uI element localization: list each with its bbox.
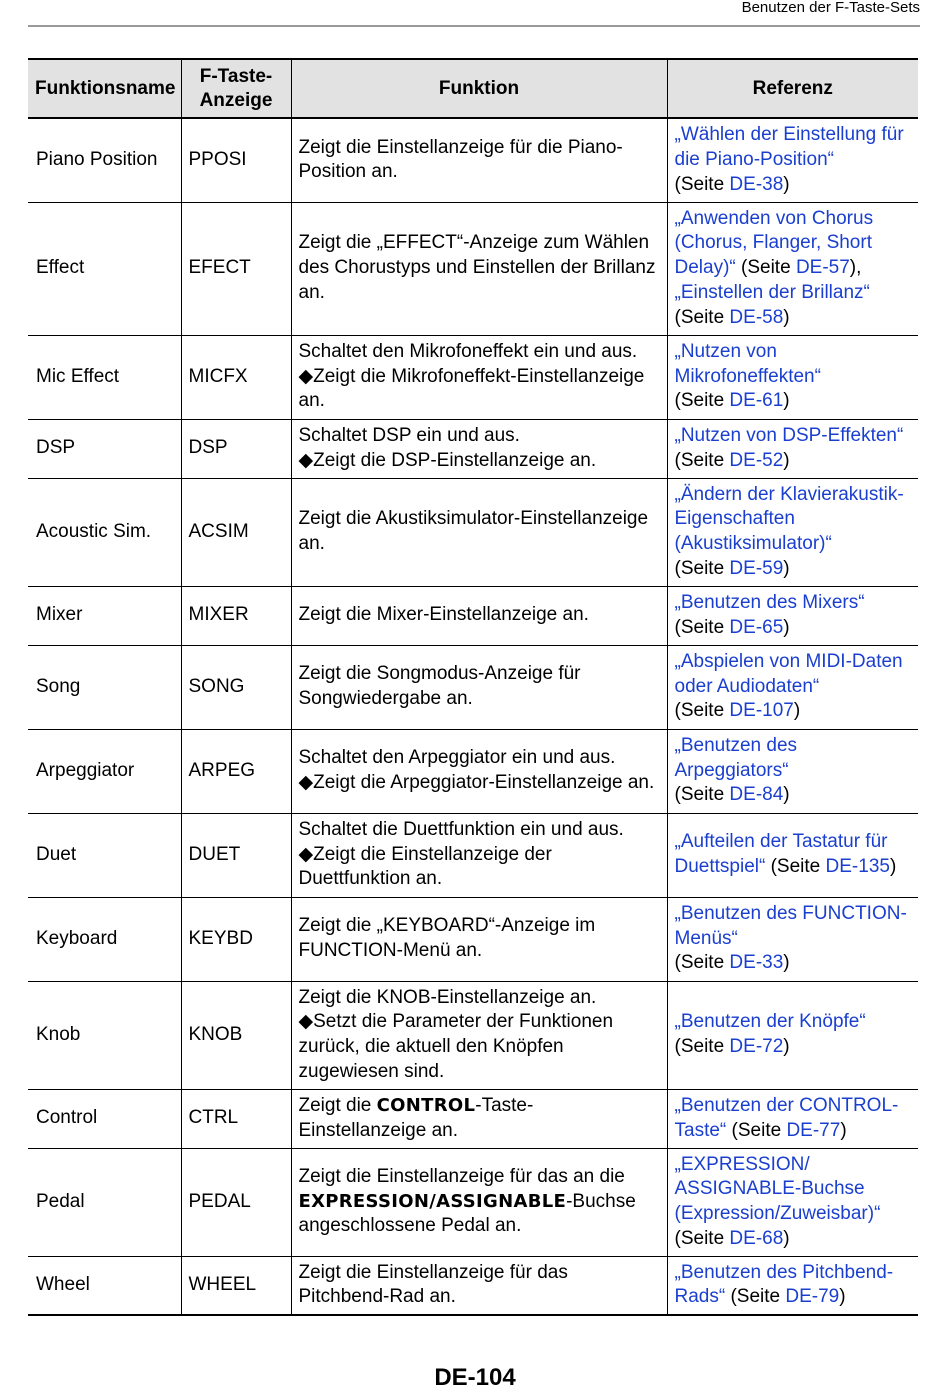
reference-cell bbox=[667, 586, 918, 645]
page-ref-suffix: ) bbox=[783, 306, 790, 328]
page-link[interactable]: DE-52 bbox=[729, 449, 784, 471]
reference-cell bbox=[667, 897, 918, 981]
page-ref-prefix: (Seite bbox=[765, 856, 826, 877]
table-row bbox=[28, 981, 918, 1089]
page-ref-prefix: (Seite bbox=[674, 173, 730, 195]
page-ref-suffix: ) bbox=[783, 1227, 790, 1249]
function-cell bbox=[291, 202, 667, 335]
reference-cell bbox=[667, 335, 918, 419]
function-name-cell: Song bbox=[28, 645, 181, 729]
function-name-cell: DSP bbox=[28, 419, 181, 478]
f-key-display-cell: KEYBD bbox=[181, 897, 291, 981]
function-text: Schaltet den Arpeggiator ein und aus. bbox=[298, 747, 616, 769]
function-text: Zeigt die Einstellanzeige für die Piano-Position an. bbox=[298, 136, 623, 183]
function-cell bbox=[291, 419, 667, 478]
page-ref-prefix: (Seite bbox=[674, 1227, 730, 1249]
f-key-display-cell: PEDAL bbox=[181, 1148, 291, 1256]
function-text: Zeigt die KNOB-Einstellanzeige an. bbox=[298, 986, 597, 1008]
page-ref-suffix: ) bbox=[783, 616, 790, 638]
f-key-display-cell: ACSIM bbox=[181, 478, 291, 586]
function-cell bbox=[291, 981, 667, 1089]
function-text: Zeigt die Songmodus-Anzeige für Songwiedergabe an. bbox=[298, 663, 581, 709]
column-header-f-key-display: F-Taste-Anzeige bbox=[181, 59, 291, 118]
function-name-cell: Wheel bbox=[28, 1256, 181, 1315]
function-text: Zeigt die „KEYBOARD“-Anzeige im FUNCTION-Menü an. bbox=[298, 915, 596, 961]
page-ref-suffix: ) bbox=[839, 1286, 846, 1308]
f-key-display-cell: SONG bbox=[181, 645, 291, 729]
page-link[interactable]: DE-59 bbox=[729, 557, 784, 579]
table-row bbox=[28, 335, 918, 419]
reference-cell bbox=[667, 202, 918, 335]
function-cell bbox=[291, 1089, 667, 1148]
function-name-cell: Control bbox=[28, 1089, 181, 1148]
f-key-display-cell: KNOB bbox=[181, 981, 291, 1089]
reference-cell bbox=[667, 1148, 918, 1256]
function-bullet-text: ◆Zeigt die Arpeggiator-Einstellanzeige an. bbox=[298, 772, 655, 793]
reference-link[interactable]: „Ändern der Klavierakustik-Eigenschaften (Akustiksimulator)“ bbox=[674, 483, 904, 554]
page-number: DE-104 bbox=[434, 1364, 516, 1391]
page-ref-suffix: ) bbox=[783, 952, 790, 974]
function-bullet-text: ◆Zeigt die Mikrofoneffekt-Einstellanzeige an. bbox=[298, 365, 645, 412]
page-ref-prefix: (Seite bbox=[725, 1286, 786, 1308]
page-link[interactable]: DE-84 bbox=[729, 784, 784, 806]
reference-cell bbox=[667, 1256, 918, 1315]
header-title: Benutzen der F-Taste-Sets bbox=[741, 0, 920, 16]
function-cell bbox=[291, 335, 667, 419]
function-text: Zeigt die Einstellanzeige für das Pitchbend-Rad an. bbox=[298, 1261, 568, 1308]
page-ref-prefix: (Seite bbox=[674, 557, 730, 579]
f-key-display-cell: ARPEG bbox=[181, 729, 291, 813]
page-link[interactable]: DE-61 bbox=[729, 390, 784, 412]
reference-cell bbox=[667, 478, 918, 586]
page-ref-prefix: (Seite bbox=[674, 306, 730, 328]
table-row bbox=[28, 813, 918, 897]
page-ref-prefix: (Seite bbox=[674, 449, 730, 471]
reference-link[interactable]: „Benutzen der CONTROL-Taste“ bbox=[674, 1094, 899, 1141]
function-cell bbox=[291, 813, 667, 897]
function-cell bbox=[291, 1148, 667, 1256]
column-header-reference: Referenz bbox=[667, 59, 918, 118]
reference-link[interactable]: „Benutzen des Arpeggiators“ bbox=[674, 734, 798, 781]
page-ref-suffix: ) bbox=[840, 1119, 847, 1141]
page-link[interactable]: DE-57 bbox=[795, 257, 850, 279]
page-ref-suffix: ) bbox=[783, 784, 790, 806]
f-key-display-cell: CTRL bbox=[181, 1089, 291, 1148]
page-link[interactable]: DE-38 bbox=[729, 173, 784, 195]
page-ref-suffix: ) bbox=[889, 856, 897, 877]
column-header-function: Funktion bbox=[291, 59, 667, 118]
function-text: Zeigt die Akustiksimulator-Einstellanzeige an. bbox=[298, 508, 649, 554]
page-link[interactable]: DE-65 bbox=[729, 616, 784, 638]
control-key-label: CONTROL bbox=[376, 1094, 476, 1116]
page-link[interactable]: DE-79 bbox=[785, 1286, 840, 1308]
reference-link[interactable]: „Benutzen der Knöpfe“ bbox=[674, 1011, 866, 1033]
function-name-cell: Acoustic Sim. bbox=[28, 478, 181, 586]
table-row bbox=[28, 1089, 918, 1148]
function-name-cell: Mixer bbox=[28, 586, 181, 645]
f-key-display-cell: DSP bbox=[181, 419, 291, 478]
function-name-cell: Effect bbox=[28, 202, 181, 335]
reference-cell bbox=[667, 813, 918, 897]
page-link[interactable]: DE-68 bbox=[729, 1227, 784, 1249]
function-text: Schaltet DSP ein und aus. bbox=[298, 424, 520, 446]
reference-link-2[interactable]: „Einstellen der Brillanz“ bbox=[674, 281, 870, 303]
page-header bbox=[28, 0, 920, 27]
reference-link[interactable]: „Nutzen von DSP-Effekten“ bbox=[674, 424, 904, 446]
function-text: Zeigt die bbox=[298, 1094, 377, 1116]
function-name-cell: Arpeggiator bbox=[28, 729, 181, 813]
reference-cell bbox=[667, 981, 918, 1089]
function-text: Schaltet die Duettfunktion ein und aus. bbox=[298, 818, 624, 840]
page-ref-prefix: (Seite bbox=[726, 1119, 787, 1141]
page-link[interactable]: DE-58 bbox=[729, 306, 784, 328]
reference-cell bbox=[667, 419, 918, 478]
page-ref-suffix: ) bbox=[783, 173, 790, 195]
table-row bbox=[28, 729, 918, 813]
reference-link[interactable]: „Benutzen des Pitchbend-Rads“ bbox=[674, 1261, 894, 1308]
reference-link[interactable]: „Aufteilen der Tastatur für Duettspiel“ bbox=[674, 831, 888, 877]
function-name-cell: Piano Position bbox=[28, 118, 181, 202]
table-row bbox=[28, 118, 918, 202]
page-link[interactable]: DE-77 bbox=[786, 1119, 841, 1141]
page-ref-suffix: ) bbox=[793, 700, 801, 722]
function-cell bbox=[291, 118, 667, 202]
function-cell bbox=[291, 586, 667, 645]
function-cell bbox=[291, 897, 667, 981]
function-name-cell: Duet bbox=[28, 813, 181, 897]
function-text: -Taste-Einstellanzeige an. bbox=[298, 1094, 534, 1141]
reference-link[interactable]: „Abspielen von MIDI-Daten oder Audiodaten“ bbox=[674, 650, 903, 697]
page-ref-suffix: ) bbox=[783, 1036, 790, 1057]
function-name-cell: Pedal bbox=[28, 1148, 181, 1256]
expression-jack-label: EXPRESSION bbox=[298, 1190, 430, 1212]
table-row bbox=[28, 897, 918, 981]
function-bullet-text: ◆Zeigt die DSP-Einstellanzeige an. bbox=[298, 449, 597, 471]
table-header-row bbox=[28, 59, 918, 118]
reference-link[interactable]: „EXPRESSION/ ASSIGNABLE-Buchse (Expression/Zuweisbar)“ bbox=[674, 1153, 881, 1224]
reference-link[interactable]: „Anwenden von Chorus (Chorus, Flanger, Short Delay)“ bbox=[674, 207, 874, 279]
reference-link[interactable]: „Wählen der Einstellung für die Piano-Position“ bbox=[674, 124, 904, 170]
reference-link[interactable]: „Nutzen von Mikrofoneffekten“ bbox=[674, 340, 821, 387]
page-ref-prefix: (Seite bbox=[674, 952, 730, 974]
table-row bbox=[28, 1256, 918, 1315]
f-key-display-cell: PPOSI bbox=[181, 118, 291, 202]
reference-cell bbox=[667, 645, 918, 729]
column-header-function-name: Funktionsname bbox=[28, 59, 181, 118]
page-ref-prefix: (Seite bbox=[735, 257, 796, 279]
assignable-jack-label: ASSIGNABLE bbox=[436, 1190, 567, 1212]
f-key-display-cell: EFECT bbox=[181, 202, 291, 335]
function-text: Zeigt die „EFFECT“-Anzeige zum Wählen des Chorustyps und Einstellen der Brillanz an. bbox=[298, 232, 656, 303]
function-bullet-text: ◆Zeigt die Einstellanzeige der Duettfunktion an. bbox=[298, 843, 552, 890]
function-text: Zeigt die Mixer-Einstellanzeige an. bbox=[298, 604, 589, 626]
table-row bbox=[28, 586, 918, 645]
function-text: Zeigt die Einstellanzeige für das an die bbox=[298, 1165, 625, 1187]
function-cell bbox=[291, 478, 667, 586]
page-link[interactable]: DE-33 bbox=[729, 952, 784, 974]
f-key-display-cell: DUET bbox=[181, 813, 291, 897]
function-name-cell: Keyboard bbox=[28, 897, 181, 981]
page-ref-prefix: (Seite bbox=[674, 390, 730, 412]
reference-cell bbox=[667, 118, 918, 202]
reference-link[interactable]: „Benutzen des Mixers“ bbox=[674, 591, 865, 613]
table-row bbox=[28, 478, 918, 586]
page-ref-suffix: ) bbox=[783, 390, 790, 412]
f-key-display-cell: WHEEL bbox=[181, 1256, 291, 1315]
page-ref-suffix: ), bbox=[849, 257, 862, 279]
function-bullet-text: ◆Setzt die Parameter der Funktionen zurück, die aktuell den Knöpfen zugewiesen sind. bbox=[298, 1011, 614, 1082]
function-text: -Buchse angeschlossene Pedal an. bbox=[298, 1190, 636, 1237]
function-cell bbox=[291, 645, 667, 729]
table-row bbox=[28, 1148, 918, 1256]
page-ref-prefix: (Seite bbox=[674, 616, 730, 638]
function-name-cell: Knob bbox=[28, 981, 181, 1089]
reference-cell bbox=[667, 729, 918, 813]
page-ref-prefix: (Seite bbox=[674, 784, 730, 806]
page-ref-suffix: ) bbox=[783, 557, 790, 579]
f-key-set-table bbox=[28, 58, 918, 1316]
function-cell bbox=[291, 729, 667, 813]
page-link[interactable]: DE-72 bbox=[729, 1036, 784, 1057]
f-key-display-cell: MIXER bbox=[181, 586, 291, 645]
table-row bbox=[28, 202, 918, 335]
table-row bbox=[28, 419, 918, 478]
page-link[interactable]: DE-135 bbox=[825, 856, 890, 877]
page-link[interactable]: DE-107 bbox=[729, 700, 794, 722]
function-text: Schaltet den Mikrofoneffekt ein und aus. bbox=[298, 340, 638, 362]
function-name-cell: Mic Effect bbox=[28, 335, 181, 419]
f-key-display-cell: MICFX bbox=[181, 335, 291, 419]
page-ref-prefix: (Seite bbox=[674, 1036, 730, 1057]
slash-separator: / bbox=[429, 1190, 437, 1212]
reference-cell bbox=[667, 1089, 918, 1148]
reference-link[interactable]: „Benutzen des FUNCTION-Menüs“ bbox=[674, 902, 907, 949]
table-row bbox=[28, 645, 918, 729]
page-ref-prefix: (Seite bbox=[674, 700, 730, 722]
function-cell bbox=[291, 1256, 667, 1315]
page-ref-suffix: ) bbox=[783, 449, 790, 471]
